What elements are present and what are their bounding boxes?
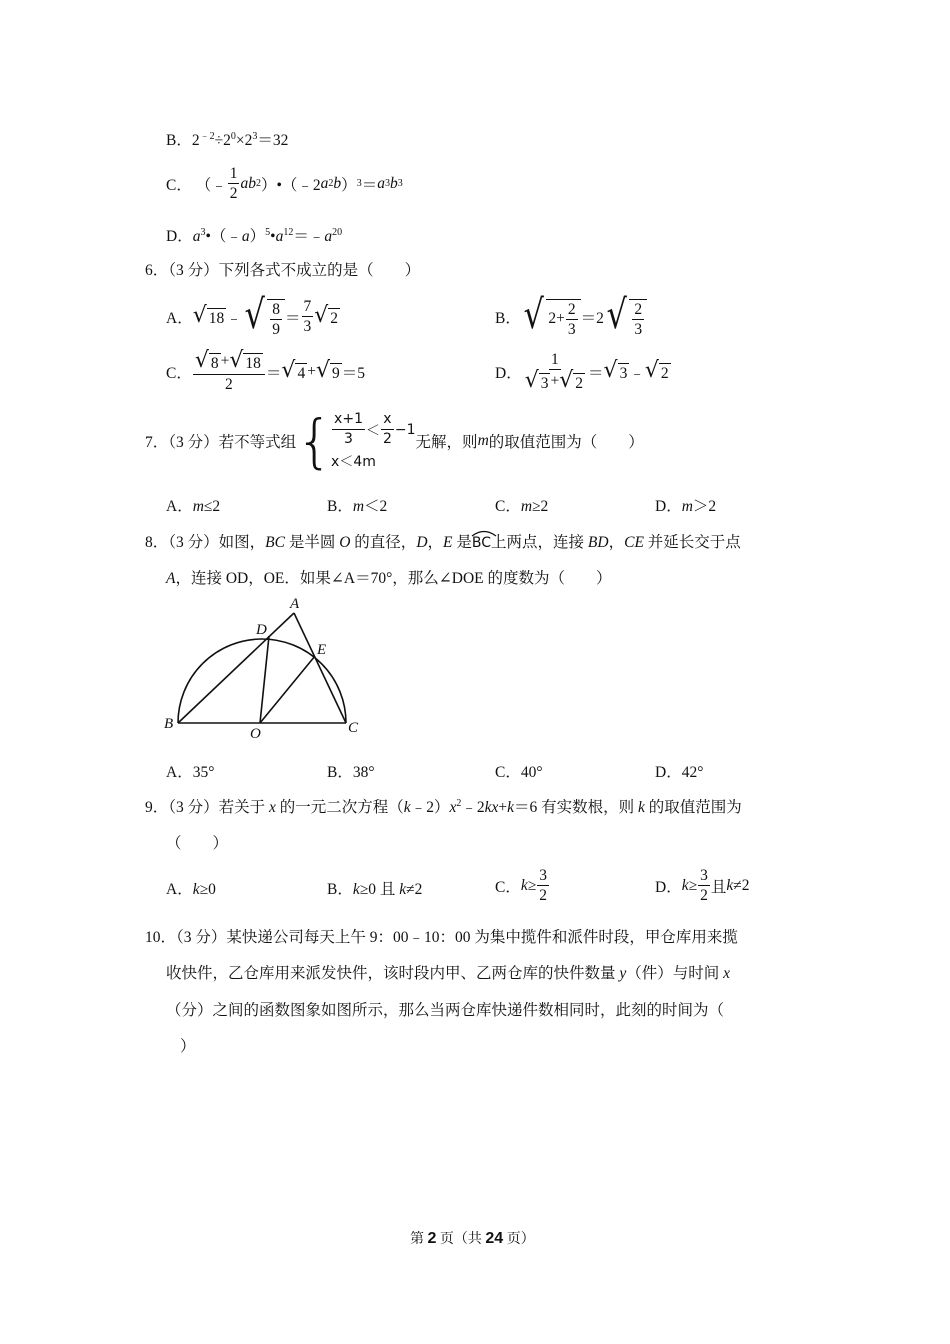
q6-option-c: C． √ 8 + √ 18 2 ＝ √ 4 + √ 9 ＝5: [166, 348, 365, 393]
label-b: B: [164, 716, 174, 732]
q6-option-b: B． √ 2+ $\frac{2}{3}$ ＝2 √ $\frac{2}{3}$: [495, 294, 647, 339]
q7-option-b: B．m＜2: [327, 498, 388, 515]
q10-line2: 收快件，乙仓库用来派发快件，该时段内甲、乙两仓库的快件数量 y（件）与时间 x: [166, 965, 731, 982]
q10-line4: ）: [180, 1038, 196, 1055]
page-total: 24: [485, 1230, 504, 1247]
q10-line3: （分）之间的函数图象如图所示，那么当两仓库快递件数相同时，此刻的时间为（: [166, 1002, 725, 1019]
q8-option-b: B．38°: [327, 764, 375, 781]
q10-line1: 10．（3 分）某快递公司每天上午 9：00﹣10：00 为集中揽件和派件时段，甲仓库用来揽: [145, 929, 738, 946]
q9-line2: （ ）: [166, 835, 229, 852]
line-ba: [178, 613, 294, 723]
q9-option-c: C． k ≥ $\frac{3}{2}$: [495, 867, 547, 904]
q8-figure: [160, 592, 370, 742]
q8-option-c: C．40°: [495, 764, 543, 781]
q8-line2: A，连接 OD，OE．如果∠A＝70°，那么∠DOE 的度数为（ ）: [166, 570, 612, 587]
page-number: 2: [427, 1230, 437, 1247]
q8-line1: 8．（3 分）如图，BC 是半圆 O 的直径，D，E 是 BC上两点，连接 BD，CE 并延长交于点: [145, 530, 741, 552]
q7-stem: 7．（3 分）若不等式组 { $\frac{x+1}{3}$ ＜ $\frac{x}{2}$ −1 x＜4m 无解，则 m 的取值范围为（ ）: [145, 406, 644, 475]
q5-option-b: B．$2^{﹣2}\div 2^0\times 2^3=32$: [166, 130, 289, 149]
line-ca: [294, 613, 346, 723]
q5-option-d: D．$a^3•(﹣a)^5•a^{12}=﹣a^{20}$: [166, 226, 343, 245]
q9-option-a: A．k≥0: [166, 881, 216, 898]
q8-option-d: D．42°: [655, 764, 704, 781]
q7-option-a: A．m≤2: [166, 498, 221, 515]
label-a: A: [290, 596, 300, 612]
q6-option-d: D． 1 √ 3 + √ 2 ＝ √ 3 ﹣ √ 2: [495, 351, 669, 393]
q6-option-a: A． √ 18 ﹣ √ $\frac{8}{9}$ ＝ $\frac{7}{3}$ √ 2: [166, 292, 339, 338]
label-d: D: [256, 622, 267, 638]
q9-line1: 9．（3 分）若关于 x 的一元二次方程$(k﹣2)x^2﹣2kx+k=6$ 有实数根，则 k 的取值范围为: [145, 797, 742, 816]
segment-od: [260, 636, 269, 723]
q6-stem: 6．（3 分）下列各式不成立的是（ ）: [145, 262, 421, 279]
page-footer: 第 2 页（共 24 页）: [410, 1230, 535, 1247]
q9-option-b: B．k≥0 且 k≠2: [327, 881, 423, 898]
q5-option-c: C． （﹣ $\frac{1}{2}$ ab 2 ）•（﹣2 a 2 b ） 3 ＝ a 3 b 3: [166, 165, 403, 202]
q9-option-d: D． k ≥ $\frac{3}{2}$ 且 k ≠2: [655, 867, 750, 904]
q7-option-c: C．m≥2: [495, 498, 549, 515]
label-o: O: [250, 726, 261, 742]
label-e: E: [317, 642, 327, 658]
q7-option-d: D．m＞2: [655, 498, 717, 515]
q8-option-a: A．35°: [166, 764, 215, 781]
label-c: C: [348, 720, 359, 736]
segment-oe: [260, 656, 315, 723]
